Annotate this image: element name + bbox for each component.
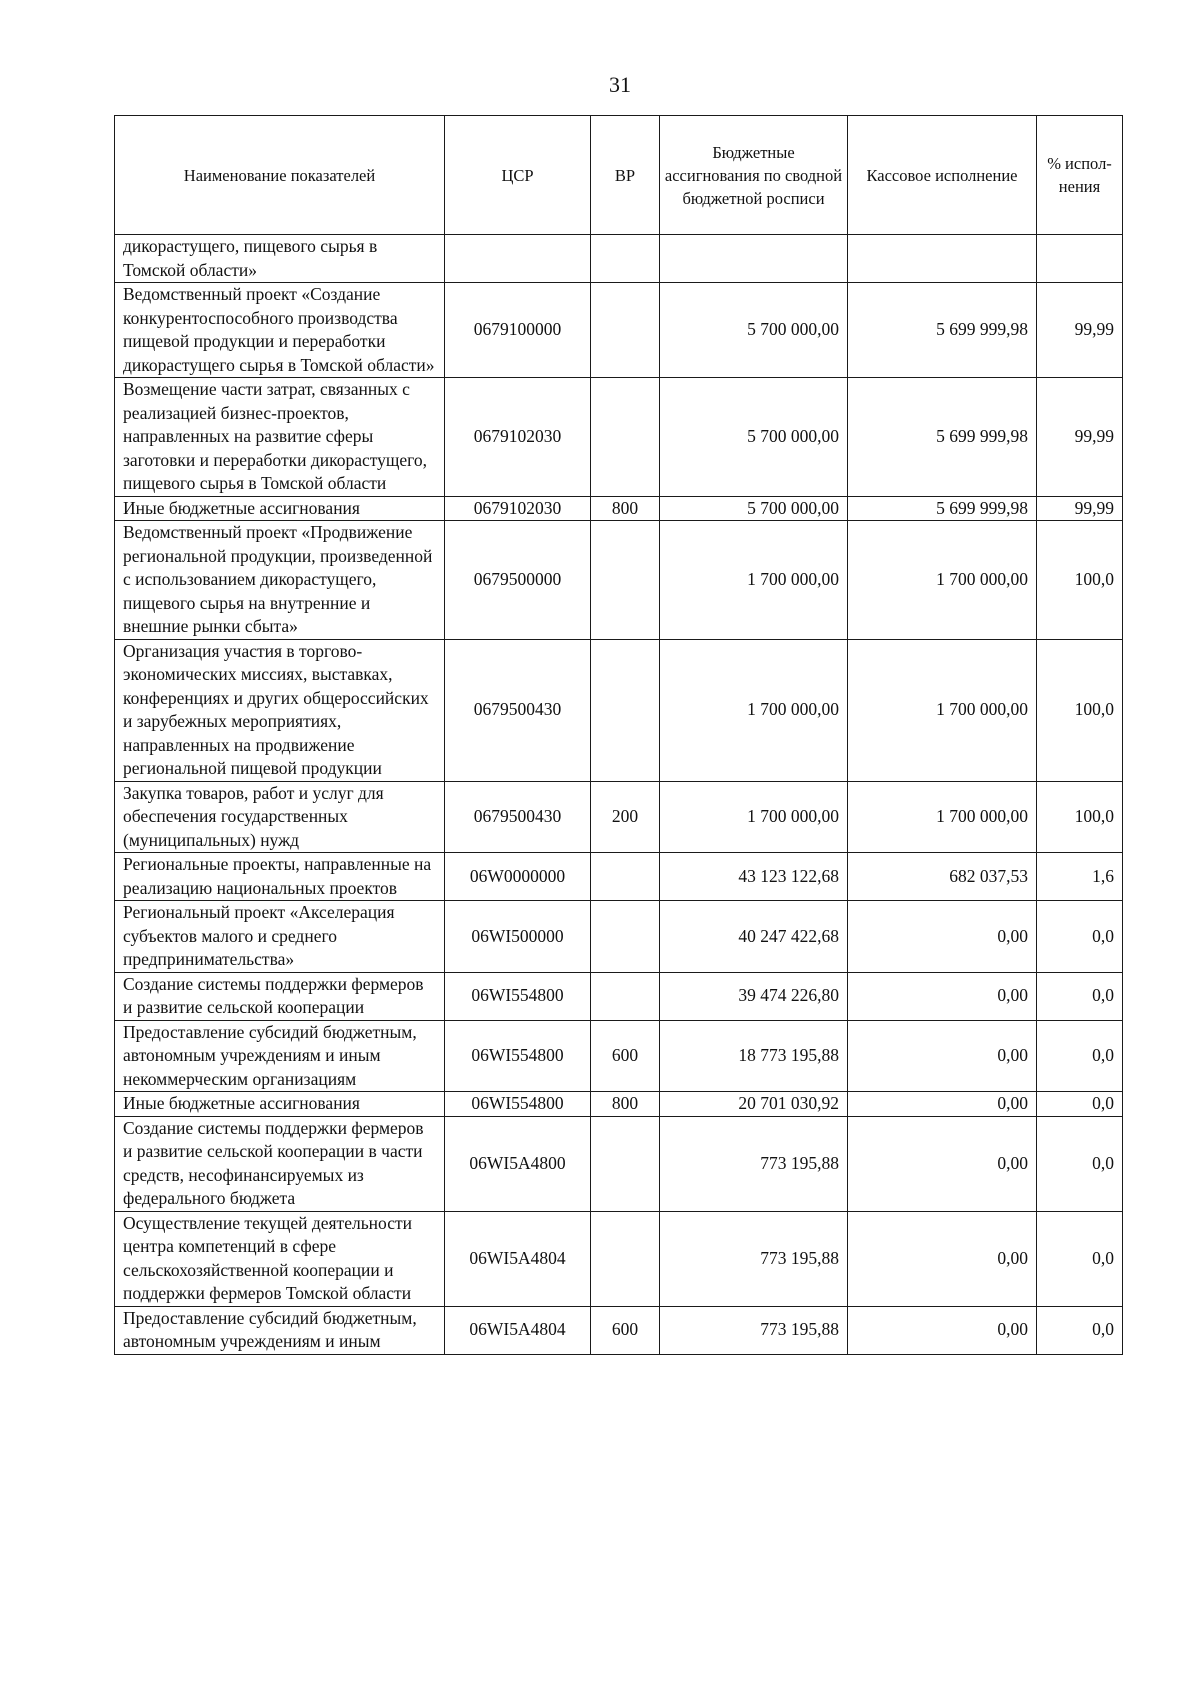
row-vr: [591, 1116, 660, 1211]
row-vr: [591, 235, 660, 283]
row-csr: 06WI5A4804: [445, 1211, 591, 1306]
row-cash: 0,00: [848, 1211, 1037, 1306]
table-row: [115, 853, 1123, 901]
row-name: Ведомственный проект «Продвижение региональной продукции, произведенной с использованием дикорастущего, пищевого сырья на внутренние и внешние рынки сбыта»: [115, 521, 445, 640]
row-cash: 0,00: [848, 972, 1037, 1020]
row-name: Возмещение части затрат, связанных с реализацией бизнес-проектов, направленных на развитие сферы заготовки и переработки дикорастущего, пищевого сырья в Томской области: [115, 378, 445, 497]
row-percent: 0,0: [1037, 1020, 1123, 1092]
row-name: Иные бюджетные ассигнования: [115, 1092, 445, 1117]
table-row: [115, 1116, 1123, 1211]
table-row: [115, 901, 1123, 973]
row-cash: 5 699 999,98: [848, 496, 1037, 521]
budget-execution-table: [114, 115, 1123, 1355]
row-vr: [591, 901, 660, 973]
row-name: Закупка товаров, работ и услуг для обеспечения государственных (муниципальных) нужд: [115, 781, 445, 853]
row-percent: 99,99: [1037, 378, 1123, 497]
row-percent: 0,0: [1037, 1116, 1123, 1211]
row-cash: 0,00: [848, 1116, 1037, 1211]
row-budget: 773 195,88: [660, 1306, 848, 1354]
header-percent-execution: % испол-нения: [1037, 116, 1123, 235]
row-name: Осуществление текущей деятельности центра компетенций в сфере сельскохозяйственной кооперации и поддержки фермеров Томской области: [115, 1211, 445, 1306]
row-csr: 0679500430: [445, 639, 591, 781]
row-csr: 06WI5A4800: [445, 1116, 591, 1211]
row-csr: 06W0000000: [445, 853, 591, 901]
table-row: [115, 496, 1123, 521]
row-name: Предоставление субсидий бюджетным, автономным учреждениям и иным: [115, 1306, 445, 1354]
row-budget: 1 700 000,00: [660, 639, 848, 781]
table-row: [115, 1306, 1123, 1354]
row-budget: [660, 235, 848, 283]
row-budget: 1 700 000,00: [660, 781, 848, 853]
row-name: Предоставление субсидий бюджетным, автономным учреждениям и иным некоммерческим организациям: [115, 1020, 445, 1092]
row-percent: 100,0: [1037, 521, 1123, 640]
table-row: [115, 972, 1123, 1020]
row-csr: [445, 235, 591, 283]
row-cash: 5 699 999,98: [848, 378, 1037, 497]
row-csr: 06WI554800: [445, 1020, 591, 1092]
row-vr: 600: [591, 1020, 660, 1092]
row-csr: 06WI554800: [445, 1092, 591, 1117]
row-cash: [848, 235, 1037, 283]
row-budget: 18 773 195,88: [660, 1020, 848, 1092]
row-cash: 0,00: [848, 1306, 1037, 1354]
table-row: [115, 1211, 1123, 1306]
row-csr: 06WI5A4804: [445, 1306, 591, 1354]
row-vr: [591, 283, 660, 378]
row-name: Создание системы поддержки фермеров и развитие сельской кооперации: [115, 972, 445, 1020]
row-percent: 100,0: [1037, 781, 1123, 853]
row-vr: 200: [591, 781, 660, 853]
table-row: [115, 1092, 1123, 1117]
row-percent: 99,99: [1037, 283, 1123, 378]
header-cash-execution: Кассовое исполнение: [848, 116, 1037, 235]
row-budget: 43 123 122,68: [660, 853, 848, 901]
row-csr: 06WI500000: [445, 901, 591, 973]
row-csr: 0679500430: [445, 781, 591, 853]
row-csr: 0679100000: [445, 283, 591, 378]
row-cash: 1 700 000,00: [848, 781, 1037, 853]
row-budget: 40 247 422,68: [660, 901, 848, 973]
row-vr: [591, 378, 660, 497]
table-row: [115, 378, 1123, 497]
row-budget: 5 700 000,00: [660, 378, 848, 497]
row-name: дикорастущего, пищевого сырья в Томской области»: [115, 235, 445, 283]
row-vr: [591, 853, 660, 901]
row-budget: 20 701 030,92: [660, 1092, 848, 1117]
row-vr: [591, 521, 660, 640]
row-percent: 0,0: [1037, 901, 1123, 973]
row-csr: 0679102030: [445, 496, 591, 521]
row-percent: 0,0: [1037, 1092, 1123, 1117]
row-name: Региональный проект «Акселерация субъектов малого и среднего предпринимательства»: [115, 901, 445, 973]
header-vr: ВР: [591, 116, 660, 235]
table-row: [115, 1020, 1123, 1092]
row-name: Создание системы поддержки фермеров и развитие сельской кооперации в части средств, несофинансируемых из федерального бюджета: [115, 1116, 445, 1211]
row-name: Организация участия в торгово-экономических миссиях, выставках, конференциях и других общероссийских и зарубежных мероприятиях, направленных на продвижение региональной пищевой продукции: [115, 639, 445, 781]
row-cash: 0,00: [848, 1092, 1037, 1117]
row-percent: 0,0: [1037, 972, 1123, 1020]
row-vr: 800: [591, 1092, 660, 1117]
row-cash: 0,00: [848, 901, 1037, 973]
row-percent: 0,0: [1037, 1306, 1123, 1354]
row-vr: [591, 972, 660, 1020]
row-cash: 1 700 000,00: [848, 521, 1037, 640]
row-budget: 5 700 000,00: [660, 496, 848, 521]
row-percent: 1,6: [1037, 853, 1123, 901]
row-cash: 1 700 000,00: [848, 639, 1037, 781]
row-percent: 0,0: [1037, 1211, 1123, 1306]
row-budget: 773 195,88: [660, 1116, 848, 1211]
row-percent: 100,0: [1037, 639, 1123, 781]
row-name: Региональные проекты, направленные на реализацию национальных проектов: [115, 853, 445, 901]
row-vr: [591, 639, 660, 781]
row-percent: 99,99: [1037, 496, 1123, 521]
row-vr: 600: [591, 1306, 660, 1354]
row-cash: 0,00: [848, 1020, 1037, 1092]
table-row: [115, 283, 1123, 378]
row-csr: 06WI554800: [445, 972, 591, 1020]
row-percent: [1037, 235, 1123, 283]
header-name: Наименование показателей: [115, 116, 445, 235]
row-csr: 0679500000: [445, 521, 591, 640]
row-cash: 682 037,53: [848, 853, 1037, 901]
table-row: [115, 521, 1123, 640]
header-budget-allocations: Бюджетные ассигнования по сводной бюджетной росписи: [660, 116, 848, 235]
row-budget: 773 195,88: [660, 1211, 848, 1306]
row-cash: 5 699 999,98: [848, 283, 1037, 378]
table-row: [115, 639, 1123, 781]
row-name: Иные бюджетные ассигнования: [115, 496, 445, 521]
row-csr: 0679102030: [445, 378, 591, 497]
row-budget: 5 700 000,00: [660, 283, 848, 378]
row-budget: 1 700 000,00: [660, 521, 848, 640]
row-budget: 39 474 226,80: [660, 972, 848, 1020]
page-number: 31: [609, 72, 631, 97]
table-header-row: [115, 116, 1123, 235]
row-vr: [591, 1211, 660, 1306]
row-vr: 800: [591, 496, 660, 521]
table-row: [115, 781, 1123, 853]
table-row: [115, 235, 1123, 283]
header-csr: ЦСР: [445, 116, 591, 235]
row-name: Ведомственный проект «Создание конкурентоспособного производства пищевой продукции и переработки дикорастущего сырья в Томской области»: [115, 283, 445, 378]
